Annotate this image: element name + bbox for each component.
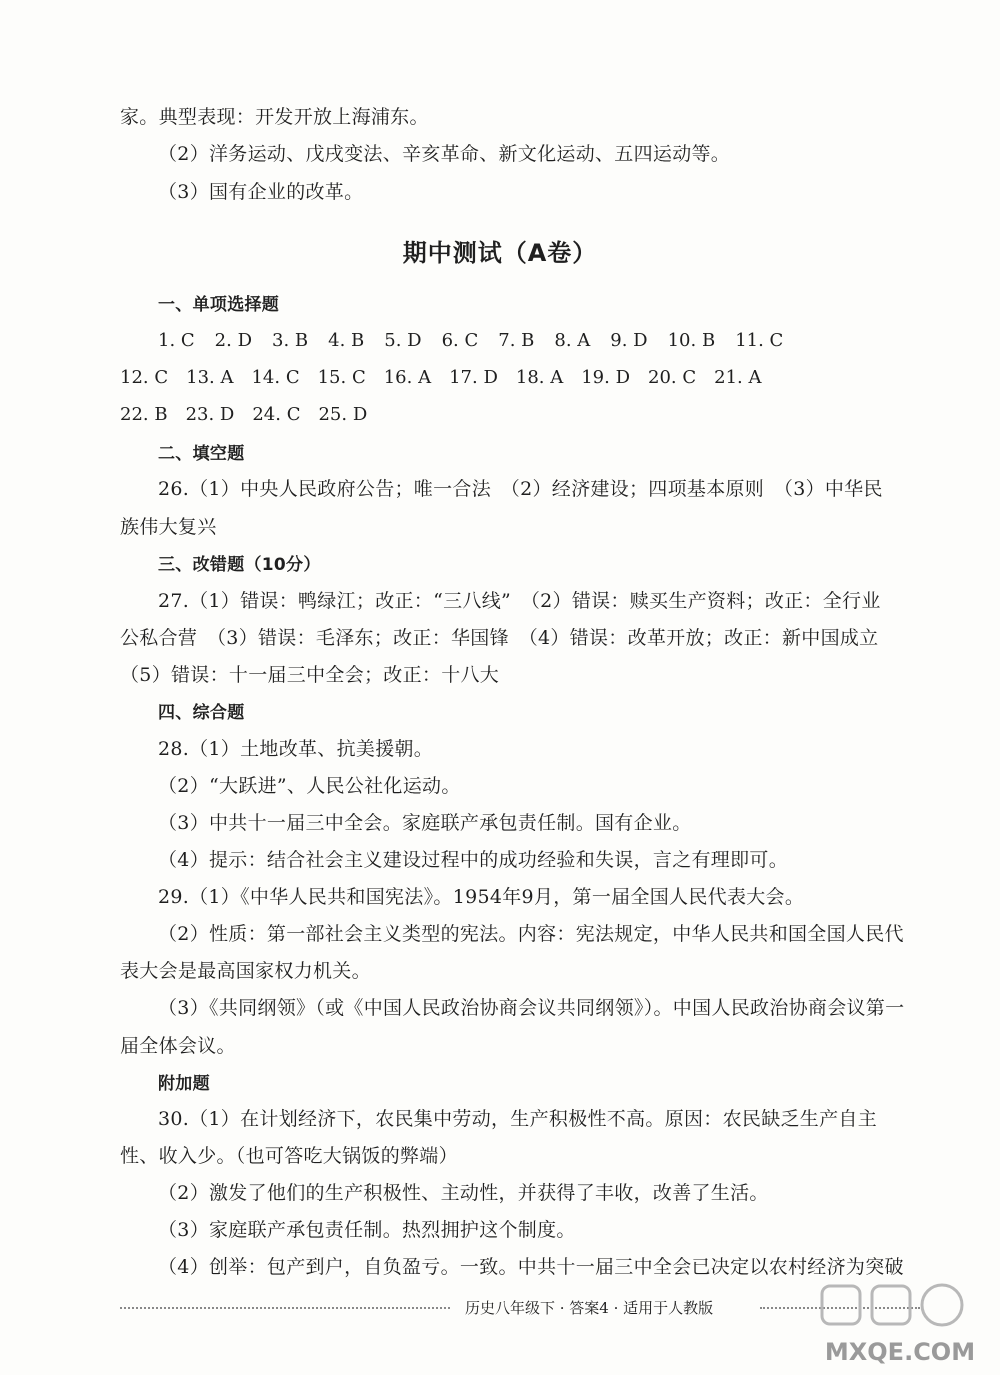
text-line: （2）“大跃进”、人民公社化运动。 xyxy=(158,775,461,797)
answer-item: 3. B xyxy=(272,330,309,351)
answer-item: 11. C xyxy=(735,330,784,351)
page-title: 期中测试（A卷） xyxy=(402,239,598,267)
text-line: 公私合营 （3）错误：毛泽东；改正：华国锋 （4）错误：改革开放；改正：新中国成立 xyxy=(120,627,879,649)
text-line: 29.（1）《中华人民共和国宪法》。1954年9月，第一届全国人民代表大会。 xyxy=(158,886,805,908)
section-heading: 附加题 xyxy=(158,1074,210,1094)
text-line: （2）洋务运动、戊戌变法、辛亥革命、新文化运动、五四运动等。 xyxy=(158,143,731,165)
answer-item: 12. C xyxy=(120,367,169,388)
answer-item: 23. D xyxy=(185,404,235,425)
answer-item: 13. A xyxy=(186,367,234,388)
answer-item: 1. C xyxy=(158,330,195,351)
answer-item: 20. C xyxy=(648,367,697,388)
answer-item: 10. B xyxy=(667,330,716,351)
answer-item: 6. C xyxy=(441,330,479,351)
answer-item: 25. D xyxy=(318,404,368,425)
answer-item: 14. C xyxy=(251,367,300,388)
answer-item: 16. A xyxy=(383,367,432,388)
answer-item: 7. B xyxy=(498,330,535,351)
answer-item: 18. A xyxy=(515,367,564,388)
footer-text: 历史八年级下 · 答案4 · 适用于人教版 xyxy=(465,1299,714,1317)
text-line: （2）性质：第一部社会主义类型的宪法。内容：宪法规定，中华人民共和国全国人民代 xyxy=(158,923,904,945)
text-line: （3）中共十一届三中全会。家庭联产承包责任制。国有企业。 xyxy=(158,812,692,834)
answer-item: 22. B xyxy=(120,404,168,425)
answer-item: 15. C xyxy=(317,367,366,388)
text-line: （2）激发了他们的生产积极性、主动性，并获得了丰收，改善了生活。 xyxy=(158,1182,769,1204)
watermark-text: MXQE.COM xyxy=(824,1338,976,1366)
text-line: （4）创举：包产到户，自负盈亏。一致。中共十一届三中全会已决定以农村经济为突破 xyxy=(158,1256,904,1278)
page-footer xyxy=(120,1296,920,1320)
text-line: 届全体会议。 xyxy=(120,1035,236,1057)
text-line: （3）家庭联产承包责任制。热烈拥护这个制度。 xyxy=(158,1219,576,1241)
text-line: （5）错误：十一届三中全会；改正：十八大 xyxy=(120,664,500,686)
footer-dotted-rule xyxy=(120,1307,450,1309)
text-line: 27.（1）错误：鸭绿江；改正：“三八线” （2）错误：赎买生产资料；改正：全行业 xyxy=(158,590,881,612)
answer-row xyxy=(158,329,803,353)
text-line: 性、收入少。（也可答吃大锅饭的弊端） xyxy=(120,1145,458,1167)
answer-item: 9. D xyxy=(610,330,648,351)
answer-item: 4. B xyxy=(328,330,365,351)
text-line: 28.（1）土地改革、抗美援朝。 xyxy=(158,738,434,760)
text-line: 表大会是最高国家权力机关。 xyxy=(120,960,371,982)
section-heading: 二、填空题 xyxy=(158,444,245,464)
answer-row xyxy=(120,366,780,390)
answer-item: 8. A xyxy=(554,330,591,351)
watermark-logo xyxy=(810,1280,990,1370)
section-heading: 四、综合题 xyxy=(158,703,245,723)
section-heading: 一、单项选择题 xyxy=(158,295,280,315)
answer-item: 24. C xyxy=(252,404,301,425)
answer-item: 19. D xyxy=(581,367,631,388)
text-line: 家。典型表现：开发开放上海浦东。 xyxy=(120,106,429,128)
text-line: （3）国有企业的改革。 xyxy=(158,181,364,203)
answer-item: 5. D xyxy=(384,330,422,351)
text-line: 30.（1）在计划经济下，农民集中劳动，生产积极性不高。原因：农民缺乏生产自主 xyxy=(158,1108,878,1130)
text-line: 族伟大复兴 xyxy=(120,516,217,538)
answer-row xyxy=(120,403,385,427)
section-heading: 三、改错题（10分） xyxy=(158,555,321,575)
text-line: 26.（1）中央人民政府公告；唯一合法 （2）经济建设；四项基本原则 （3）中华民 xyxy=(158,478,883,500)
answer-item: 2. D xyxy=(214,330,252,351)
answer-item: 17. D xyxy=(449,367,498,388)
text-line: （3）《共同纲领》（或《中国人民政治协商会议共同纲领》）。中国人民政治协商会议第一 xyxy=(158,997,905,1019)
answer-item: 21. A xyxy=(714,367,762,388)
text-line: （4）提示：结合社会主义建设过程中的成功经验和失误，言之有理即可。 xyxy=(158,849,788,871)
